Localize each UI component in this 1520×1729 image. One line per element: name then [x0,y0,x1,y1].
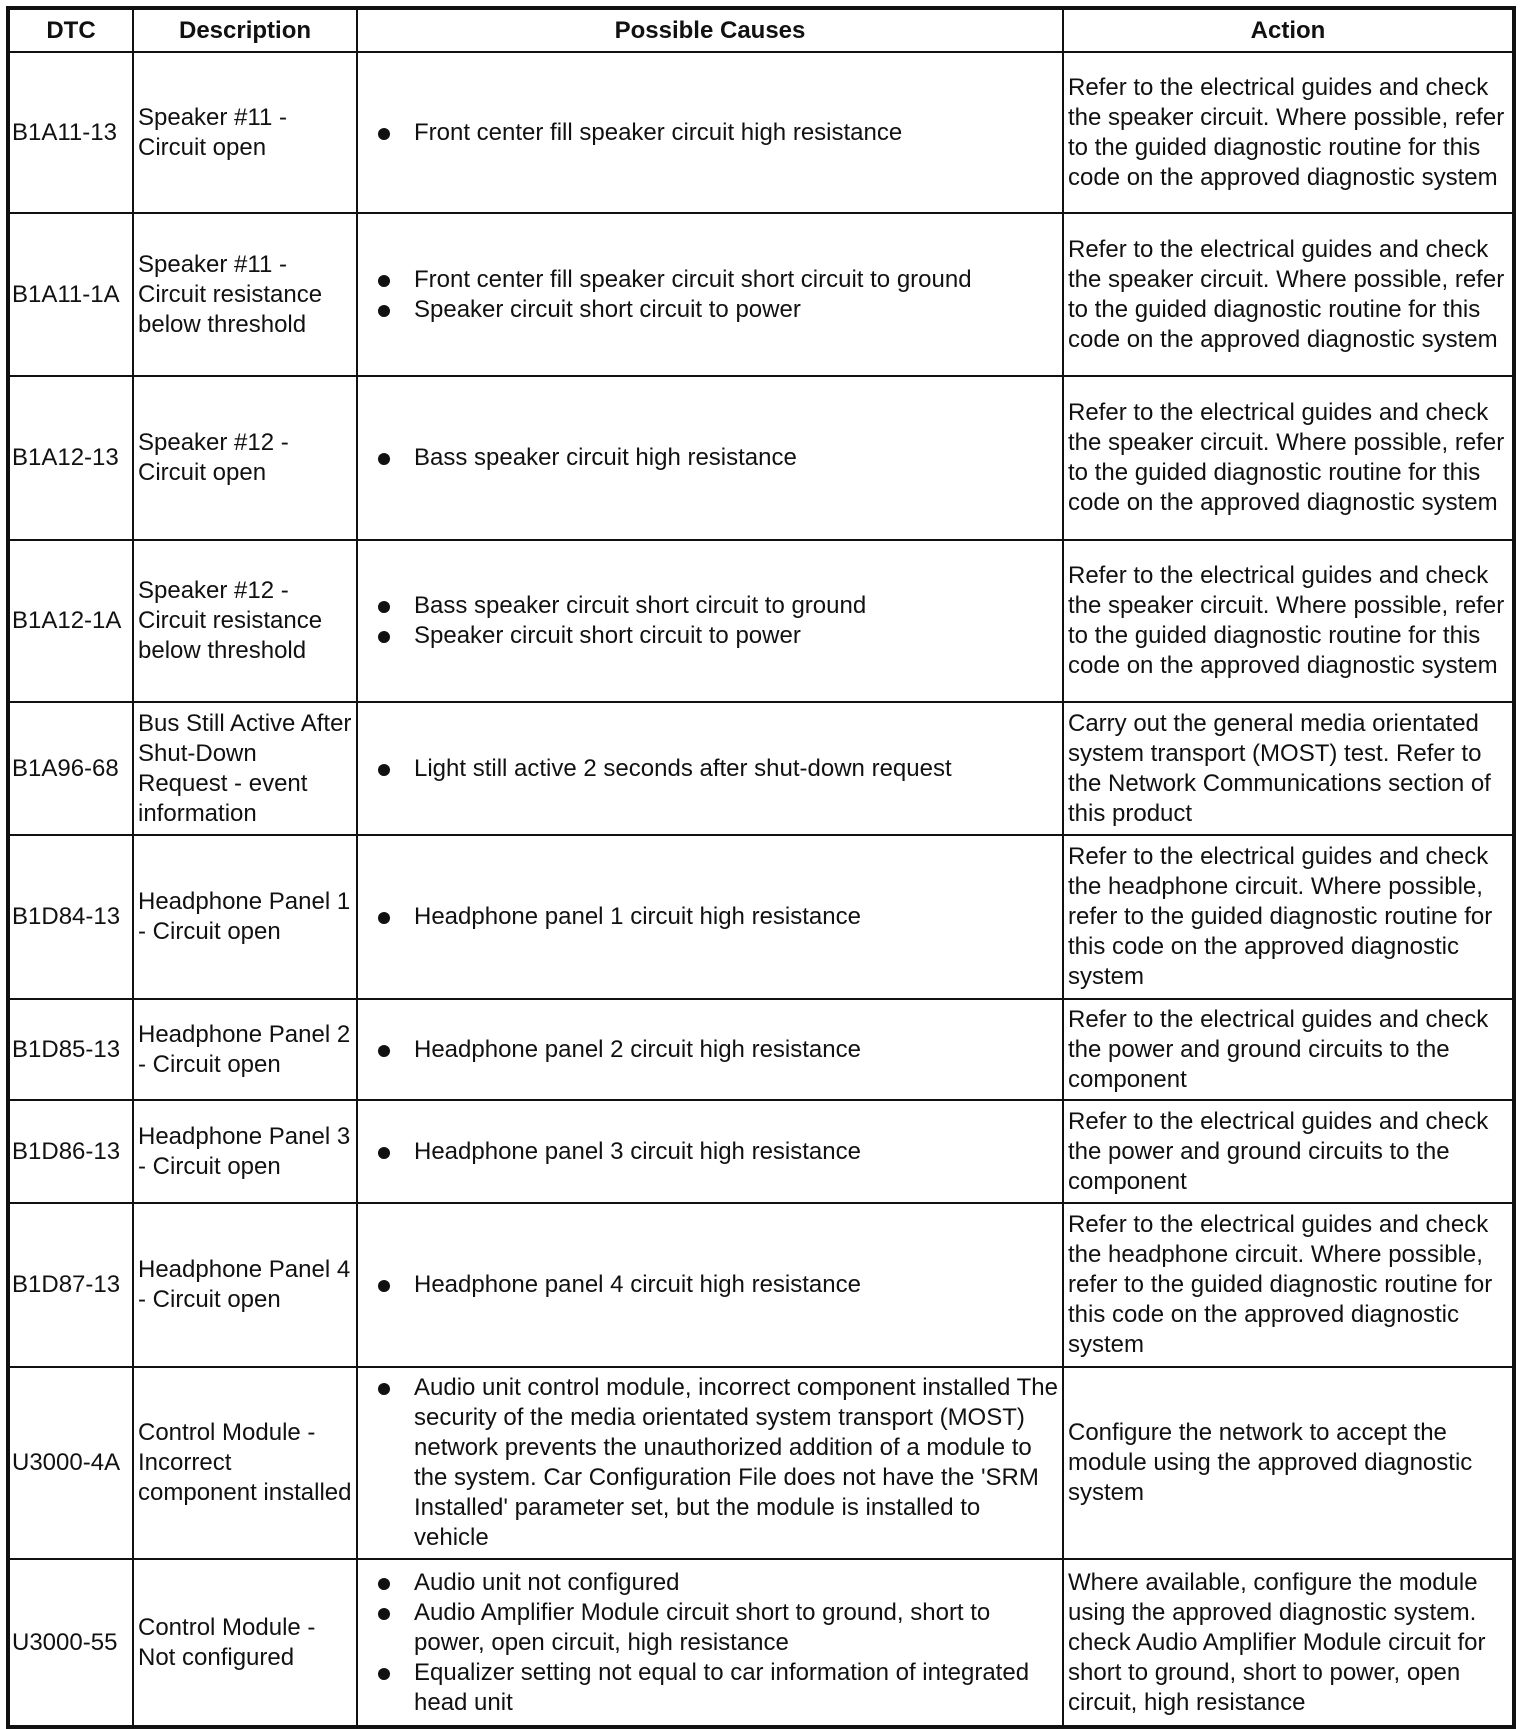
possible-causes [357,702,1063,835]
causes-list [362,1270,1058,1300]
cause-item: Audio Amplifier Module circuit short to ground, short to power, open circuit, high resistance [414,1598,1058,1658]
causes-list [362,1137,1058,1167]
header-dtc: DTC [8,8,133,52]
dtc-code: U3000-4A [8,1367,133,1559]
possible-causes [357,213,1063,376]
header-possible-causes: Possible Causes [357,8,1063,52]
cause-item: Front center fill speaker circuit short circuit to ground [414,265,1058,295]
description: Bus Still Active After Shut-Down Request - event information [133,702,357,835]
causes-list [362,1568,1058,1718]
description: Headphone Panel 1 - Circuit open [133,835,357,999]
dtc-code: B1D86-13 [8,1100,133,1203]
cause-item: Audio unit not configured [414,1568,1058,1598]
action: Refer to the electrical guides and check the power and ground circuits to the component [1063,1100,1514,1203]
table-row [8,1100,1514,1203]
cause-item: Audio unit control module, incorrect component installed The security of the media orientated system transport (MOST) network prevents the unauthorized addition of a module to the system. Car Configuration File does not have the 'SRM Installed' parameter set, but the module is installed to vehicle [414,1374,1058,1551]
possible-causes [357,376,1063,540]
description: Speaker #12 - Circuit resistance below threshold [133,540,357,702]
action: Refer to the electrical guides and check the power and ground circuits to the component [1063,999,1514,1100]
possible-causes [357,999,1063,1100]
description: Speaker #12 - Circuit open [133,376,357,540]
possible-causes [357,835,1063,999]
dtc-code: B1D85-13 [8,999,133,1100]
action: Where available, configure the module using the approved diagnostic system. check Audio Amplifier Module circuit for short to ground, short to power, open circuit, high resistance [1063,1559,1514,1727]
dtc-code: B1D87-13 [8,1203,133,1367]
possible-causes [357,1100,1063,1203]
causes-list [362,1035,1058,1065]
causes-list [362,118,1058,148]
dtc-code: B1A11-1A [8,213,133,376]
header-action: Action [1063,8,1514,52]
description: Headphone Panel 2 - Circuit open [133,999,357,1100]
dtc-code: B1A12-1A [8,540,133,702]
dtc-code: B1A96-68 [8,702,133,835]
description: Control Module - Not configured [133,1559,357,1727]
header-description: Description [133,8,357,52]
action: Refer to the electrical guides and check the speaker circuit. Where possible, refer to the guided diagnostic routine for this code on the approved diagnostic system [1063,52,1514,213]
cause-item: Bass speaker circuit high resistance [414,443,1058,473]
cause-item: Speaker circuit short circuit to power [414,295,1058,325]
causes-list [362,443,1058,473]
action: Refer to the electrical guides and check the speaker circuit. Where possible, refer to the guided diagnostic routine for this code on the approved diagnostic system [1063,376,1514,540]
possible-causes [357,540,1063,702]
cause-item: Light still active 2 seconds after shut-down request [414,754,1058,784]
description: Speaker #11 - Circuit open [133,52,357,213]
table-row [8,1367,1514,1559]
causes-list [362,902,1058,932]
action: Refer to the electrical guides and check the speaker circuit. Where possible, refer to the guided diagnostic routine for this code on the approved diagnostic system [1063,540,1514,702]
possible-causes [357,1367,1063,1559]
table-row [8,1559,1514,1727]
action: Carry out the general media orientated system transport (MOST) test. Refer to the Network Communications section of this product [1063,702,1514,835]
description: Speaker #11 - Circuit resistance below threshold [133,213,357,376]
table-row [8,835,1514,999]
cause-item: Equalizer setting not equal to car information of integrated head unit [414,1658,1058,1718]
description: Headphone Panel 3 - Circuit open [133,1100,357,1203]
cause-item: Headphone panel 1 circuit high resistance [414,902,1058,932]
cause-item: Bass speaker circuit short circuit to ground [414,591,1058,621]
action: Configure the network to accept the module using the approved diagnostic system [1063,1367,1514,1559]
dtc-code: B1A12-13 [8,376,133,540]
dtc-code: U3000-55 [8,1559,133,1727]
dtc-code: B1A11-13 [8,52,133,213]
action: Refer to the electrical guides and check the headphone circuit. Where possible, refer to the guided diagnostic routine for this code on the approved diagnostic system [1063,835,1514,999]
dtc-table [6,6,1516,1729]
table-row [8,213,1514,376]
table-row [8,1203,1514,1367]
dtc-code: B1D84-13 [8,835,133,999]
cause-item: Speaker circuit short circuit to power [414,621,1058,651]
possible-causes [357,1559,1063,1727]
description: Headphone Panel 4 - Circuit open [133,1203,357,1367]
cause-item: Headphone panel 2 circuit high resistance [414,1035,1058,1065]
possible-causes [357,1203,1063,1367]
causes-list [362,1373,1058,1553]
table-row [8,999,1514,1100]
table-row [8,376,1514,540]
table-row [8,540,1514,702]
causes-list [362,265,1058,325]
header-row [8,8,1514,52]
cause-item: Front center fill speaker circuit high resistance [414,118,1058,148]
description: Control Module - Incorrect component installed [133,1367,357,1559]
action: Refer to the electrical guides and check the headphone circuit. Where possible, refer to the guided diagnostic routine for this code on the approved diagnostic system [1063,1203,1514,1367]
table-row [8,702,1514,835]
table-row [8,52,1514,213]
causes-list [362,591,1058,651]
cause-item: Headphone panel 4 circuit high resistance [414,1270,1058,1300]
action: Refer to the electrical guides and check the speaker circuit. Where possible, refer to the guided diagnostic routine for this code on the approved diagnostic system [1063,213,1514,376]
cause-item: Headphone panel 3 circuit high resistance [414,1137,1058,1167]
possible-causes [357,52,1063,213]
causes-list [362,754,1058,784]
